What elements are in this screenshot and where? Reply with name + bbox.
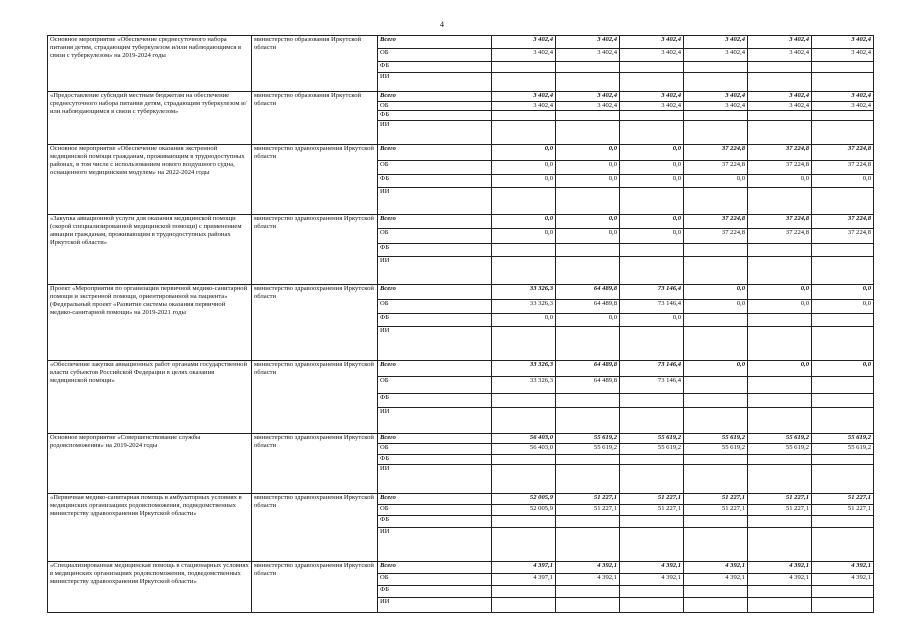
- amount-cell: 37 224,8: [812, 161, 874, 175]
- amount-cell: [556, 586, 620, 598]
- amount-cell: [556, 528, 620, 562]
- funding-source-label: ОБ: [378, 444, 492, 455]
- amount-cell: [812, 327, 874, 361]
- activity-name: «Специализированная медицинская помощь в стационарных условиях в медицинских организациях родовспоможения, подведомственных министерству здравоохранения Иркутской области»: [48, 562, 252, 613]
- amount-cell: 0,0: [620, 314, 684, 327]
- table-row: [48, 215, 874, 229]
- amount-cell: [748, 314, 812, 327]
- amount-cell: [812, 586, 874, 598]
- executor-name: министерство образования Иркутской области: [252, 36, 378, 92]
- amount-cell: [620, 73, 684, 92]
- funding-source-label: ФБ: [378, 244, 492, 257]
- activity-name: «Обеспечение закупки авиационных работ органами государственной власти субъектов Российской Федерации в целях оказания медицинской помощи»: [48, 361, 252, 434]
- table-row: [48, 145, 874, 161]
- amount-cell: 3 402,4: [556, 49, 620, 62]
- amount-cell: [556, 465, 620, 494]
- amount-cell: 37 224,8: [748, 229, 812, 244]
- budget-table-body: [48, 36, 874, 613]
- amount-cell: 3 402,4: [492, 36, 556, 49]
- amount-cell: 52 005,9: [492, 494, 556, 505]
- funding-source-label: ИИ: [378, 528, 492, 562]
- amount-cell: 4 392,1: [556, 574, 620, 586]
- budget-table: [47, 35, 874, 613]
- amount-cell: [492, 121, 556, 145]
- amount-cell: [748, 528, 812, 562]
- amount-cell: [492, 244, 556, 257]
- amount-cell: 73 146,4: [620, 377, 684, 394]
- funding-source-label: Всего: [378, 215, 492, 229]
- amount-cell: 3 402,4: [684, 92, 748, 102]
- funding-source-label: ИИ: [378, 121, 492, 145]
- funding-source-label: ФБ: [378, 175, 492, 188]
- funding-source-label: ФБ: [378, 62, 492, 73]
- amount-cell: 3 402,4: [748, 49, 812, 62]
- amount-cell: [556, 188, 620, 215]
- amount-cell: 55 619,2: [684, 434, 748, 444]
- amount-cell: [684, 62, 748, 73]
- funding-source-label: Всего: [378, 92, 492, 102]
- amount-cell: 64 489,8: [556, 361, 620, 377]
- activity-name: «Закупка авиационной услуги для оказания медицинской помощи (скорой специализированной медицинской помощи) с применением авиации гражданам, проживающим в труднодоступных районах Иркутской области»: [48, 215, 252, 285]
- amount-cell: 56 403,0: [492, 434, 556, 444]
- funding-source-label: ИИ: [378, 257, 492, 285]
- amount-cell: 0,0: [684, 300, 748, 314]
- amount-cell: 0,0: [556, 145, 620, 161]
- amount-cell: [748, 62, 812, 73]
- amount-cell: 4 392,1: [748, 562, 812, 574]
- amount-cell: 0,0: [492, 175, 556, 188]
- executor-name: министерство здравоохранения Иркутской области: [252, 285, 378, 361]
- amount-cell: 3 402,4: [684, 102, 748, 111]
- table-row: [48, 494, 874, 505]
- amount-cell: 73 146,4: [620, 300, 684, 314]
- amount-cell: [620, 111, 684, 121]
- amount-cell: [556, 516, 620, 528]
- amount-cell: 0,0: [620, 229, 684, 244]
- amount-cell: 3 402,4: [620, 92, 684, 102]
- amount-cell: [748, 377, 812, 394]
- amount-cell: 0,0: [812, 300, 874, 314]
- amount-cell: [492, 73, 556, 92]
- amount-cell: 64 489,8: [556, 377, 620, 394]
- funding-source-label: ОБ: [378, 102, 492, 111]
- amount-cell: [812, 121, 874, 145]
- amount-cell: [748, 121, 812, 145]
- amount-cell: [812, 455, 874, 465]
- amount-cell: 0,0: [620, 145, 684, 161]
- executor-name: министерство здравоохранения Иркутской области: [252, 361, 378, 434]
- amount-cell: 4 392,1: [748, 574, 812, 586]
- amount-cell: 3 402,4: [620, 102, 684, 111]
- amount-cell: 0,0: [620, 161, 684, 175]
- amount-cell: [684, 408, 748, 434]
- amount-cell: 73 146,4: [620, 361, 684, 377]
- funding-source-label: Всего: [378, 434, 492, 444]
- funding-source-label: Всего: [378, 494, 492, 505]
- funding-source-label: ФБ: [378, 455, 492, 465]
- amount-cell: [748, 327, 812, 361]
- amount-cell: [556, 327, 620, 361]
- table-row: [48, 36, 874, 49]
- amount-cell: [556, 244, 620, 257]
- amount-cell: [748, 586, 812, 598]
- amount-cell: 37 224,8: [748, 161, 812, 175]
- amount-cell: 33 326,3: [492, 377, 556, 394]
- amount-cell: [492, 62, 556, 73]
- amount-cell: 4 397,1: [492, 574, 556, 586]
- amount-cell: [684, 244, 748, 257]
- amount-cell: 51 227,1: [684, 494, 748, 505]
- amount-cell: [492, 257, 556, 285]
- funding-source-label: ОБ: [378, 377, 492, 394]
- amount-cell: [684, 455, 748, 465]
- amount-cell: [812, 408, 874, 434]
- amount-cell: [812, 465, 874, 494]
- table-row: [48, 434, 874, 444]
- amount-cell: [620, 598, 684, 613]
- amount-cell: [620, 586, 684, 598]
- table-row: [48, 361, 874, 377]
- amount-cell: 52 005,9: [492, 505, 556, 516]
- amount-cell: [620, 188, 684, 215]
- amount-cell: 37 224,8: [748, 145, 812, 161]
- activity-name: Основное мероприятие «Обеспечение оказания экстренной медицинской помощи гражданам, проживающим в труднодоступных районах, в том числе с использованием нового воздушного судна, оснащенного медицинским модулем» на 2022-2024 годы: [48, 145, 252, 215]
- amount-cell: 33 326,3: [492, 361, 556, 377]
- table-row: [48, 285, 874, 300]
- amount-cell: [684, 314, 748, 327]
- amount-cell: [492, 598, 556, 613]
- amount-cell: [620, 327, 684, 361]
- funding-source-label: Всего: [378, 285, 492, 300]
- amount-cell: 0,0: [556, 215, 620, 229]
- amount-cell: 55 619,2: [684, 444, 748, 455]
- amount-cell: [620, 516, 684, 528]
- amount-cell: [684, 327, 748, 361]
- amount-cell: [492, 528, 556, 562]
- amount-cell: 3 402,4: [812, 102, 874, 111]
- amount-cell: 55 619,2: [556, 444, 620, 455]
- amount-cell: 37 224,8: [684, 145, 748, 161]
- amount-cell: 3 402,4: [492, 92, 556, 102]
- executor-name: министерство здравоохранения Иркутской области: [252, 562, 378, 613]
- amount-cell: 3 402,4: [492, 49, 556, 62]
- amount-cell: [812, 62, 874, 73]
- amount-cell: [556, 62, 620, 73]
- amount-cell: 0,0: [620, 215, 684, 229]
- funding-source-label: ИИ: [378, 327, 492, 361]
- funding-source-label: ИИ: [378, 408, 492, 434]
- activity-name: Основное мероприятие «Обеспечение среднесуточного набора питания детям, страдающим туберкулезом и/или наблюдающимся в связи с туберкулезом» на 2019-2024 годы: [48, 36, 252, 92]
- amount-cell: [812, 516, 874, 528]
- funding-source-label: ОБ: [378, 229, 492, 244]
- amount-cell: [556, 455, 620, 465]
- amount-cell: [684, 257, 748, 285]
- amount-cell: [684, 465, 748, 494]
- amount-cell: [556, 394, 620, 408]
- amount-cell: [556, 408, 620, 434]
- amount-cell: [620, 121, 684, 145]
- amount-cell: [684, 394, 748, 408]
- amount-cell: 4 392,1: [684, 562, 748, 574]
- amount-cell: [492, 408, 556, 434]
- amount-cell: [620, 244, 684, 257]
- amount-cell: [812, 394, 874, 408]
- amount-cell: 0,0: [620, 175, 684, 188]
- funding-source-label: ИИ: [378, 465, 492, 494]
- amount-cell: 55 619,2: [620, 434, 684, 444]
- amount-cell: 51 227,1: [556, 494, 620, 505]
- amount-cell: 0,0: [748, 175, 812, 188]
- funding-source-label: Всего: [378, 145, 492, 161]
- amount-cell: [748, 111, 812, 121]
- amount-cell: 0,0: [812, 175, 874, 188]
- amount-cell: [748, 188, 812, 215]
- amount-cell: 0,0: [812, 361, 874, 377]
- amount-cell: 3 402,4: [492, 102, 556, 111]
- amount-cell: 37 224,8: [684, 161, 748, 175]
- amount-cell: 55 619,2: [812, 444, 874, 455]
- amount-cell: [492, 188, 556, 215]
- amount-cell: 51 227,1: [684, 505, 748, 516]
- amount-cell: 4 392,1: [812, 562, 874, 574]
- amount-cell: 55 619,2: [620, 444, 684, 455]
- amount-cell: 55 619,2: [748, 444, 812, 455]
- amount-cell: [620, 394, 684, 408]
- amount-cell: 4 397,1: [492, 562, 556, 574]
- amount-cell: 3 402,4: [620, 49, 684, 62]
- amount-cell: [556, 257, 620, 285]
- executor-name: министерство здравоохранения Иркутской области: [252, 494, 378, 562]
- amount-cell: 37 224,8: [812, 215, 874, 229]
- amount-cell: [620, 455, 684, 465]
- funding-source-label: ОБ: [378, 161, 492, 175]
- amount-cell: 73 146,4: [620, 285, 684, 300]
- amount-cell: 51 227,1: [812, 494, 874, 505]
- amount-cell: [492, 586, 556, 598]
- amount-cell: [556, 121, 620, 145]
- amount-cell: [620, 62, 684, 73]
- table-row: [48, 562, 874, 574]
- amount-cell: 3 402,4: [556, 102, 620, 111]
- amount-cell: [684, 111, 748, 121]
- amount-cell: 0,0: [748, 285, 812, 300]
- amount-cell: 3 402,4: [748, 36, 812, 49]
- amount-cell: 3 402,4: [556, 36, 620, 49]
- amount-cell: 64 489,8: [556, 285, 620, 300]
- funding-source-label: Всего: [378, 36, 492, 49]
- amount-cell: 0,0: [492, 229, 556, 244]
- funding-source-label: ИИ: [378, 598, 492, 613]
- amount-cell: 4 392,1: [620, 574, 684, 586]
- amount-cell: 0,0: [492, 314, 556, 327]
- executor-name: министерство образования Иркутской области: [252, 92, 378, 145]
- amount-cell: [812, 314, 874, 327]
- amount-cell: 55 619,2: [556, 434, 620, 444]
- amount-cell: 0,0: [748, 361, 812, 377]
- amount-cell: 3 402,4: [812, 36, 874, 49]
- amount-cell: 51 227,1: [620, 505, 684, 516]
- amount-cell: [748, 465, 812, 494]
- amount-cell: 0,0: [684, 175, 748, 188]
- amount-cell: 0,0: [556, 314, 620, 327]
- amount-cell: [748, 394, 812, 408]
- amount-cell: 51 227,1: [748, 494, 812, 505]
- amount-cell: [556, 73, 620, 92]
- funding-source-label: ФБ: [378, 314, 492, 327]
- amount-cell: [620, 408, 684, 434]
- amount-cell: [620, 257, 684, 285]
- amount-cell: [812, 73, 874, 92]
- executor-name: министерство здравоохранения Иркутской области: [252, 434, 378, 494]
- amount-cell: 37 224,8: [748, 215, 812, 229]
- funding-source-label: ОБ: [378, 49, 492, 62]
- funding-source-label: ОБ: [378, 574, 492, 586]
- amount-cell: 64 489,8: [556, 300, 620, 314]
- page-number: 4: [440, 20, 444, 29]
- amount-cell: 0,0: [748, 300, 812, 314]
- funding-source-label: ИИ: [378, 188, 492, 215]
- amount-cell: [684, 188, 748, 215]
- amount-cell: 0,0: [556, 175, 620, 188]
- amount-cell: 37 224,8: [684, 229, 748, 244]
- amount-cell: [684, 598, 748, 613]
- amount-cell: 0,0: [492, 161, 556, 175]
- amount-cell: [556, 111, 620, 121]
- amount-cell: [492, 455, 556, 465]
- funding-source-label: ИИ: [378, 73, 492, 92]
- amount-cell: [812, 257, 874, 285]
- funding-source-label: Всего: [378, 562, 492, 574]
- amount-cell: [748, 408, 812, 434]
- funding-source-label: ФБ: [378, 516, 492, 528]
- amount-cell: 0,0: [684, 285, 748, 300]
- amount-cell: [492, 516, 556, 528]
- amount-cell: [812, 598, 874, 613]
- amount-cell: [748, 244, 812, 257]
- amount-cell: [812, 244, 874, 257]
- amount-cell: [492, 327, 556, 361]
- activity-name: «Первичная медико-санитарная помощь в амбулаторных условиях в медицинских организациях родовспоможения, подведомственных министерству здравоохранения Иркутской области»: [48, 494, 252, 562]
- amount-cell: [748, 73, 812, 92]
- amount-cell: 0,0: [556, 161, 620, 175]
- amount-cell: [492, 111, 556, 121]
- amount-cell: [556, 598, 620, 613]
- amount-cell: [684, 73, 748, 92]
- amount-cell: 51 227,1: [748, 505, 812, 516]
- amount-cell: 3 402,4: [684, 49, 748, 62]
- amount-cell: [620, 465, 684, 494]
- amount-cell: [684, 377, 748, 394]
- amount-cell: 37 224,8: [812, 145, 874, 161]
- funding-source-label: ФБ: [378, 111, 492, 121]
- funding-source-label: Всего: [378, 361, 492, 377]
- amount-cell: 37 224,8: [812, 229, 874, 244]
- amount-cell: 55 619,2: [748, 434, 812, 444]
- table-row: [48, 92, 874, 102]
- amount-cell: 4 392,1: [620, 562, 684, 574]
- amount-cell: 3 402,4: [812, 49, 874, 62]
- amount-cell: [748, 598, 812, 613]
- amount-cell: [492, 394, 556, 408]
- amount-cell: 37 224,8: [684, 215, 748, 229]
- amount-cell: 51 227,1: [620, 494, 684, 505]
- amount-cell: 3 402,4: [556, 92, 620, 102]
- amount-cell: [748, 257, 812, 285]
- amount-cell: [812, 111, 874, 121]
- executor-name: министерство здравоохранения Иркутской области: [252, 215, 378, 285]
- amount-cell: [748, 516, 812, 528]
- amount-cell: 4 392,1: [684, 574, 748, 586]
- amount-cell: 3 402,4: [748, 92, 812, 102]
- activity-name: «Предоставление субсидий местным бюджетам на обеспечение среднесуточного набора питания детям, страдающим туберкулезом и/или наблюдающимся в связи с туберкулезом»: [48, 92, 252, 145]
- amount-cell: 3 402,4: [812, 92, 874, 102]
- amount-cell: [684, 528, 748, 562]
- amount-cell: [684, 516, 748, 528]
- amount-cell: [684, 586, 748, 598]
- amount-cell: [492, 465, 556, 494]
- amount-cell: 56 403,0: [492, 444, 556, 455]
- funding-source-label: ФБ: [378, 394, 492, 408]
- amount-cell: [620, 528, 684, 562]
- funding-source-label: ОБ: [378, 300, 492, 314]
- amount-cell: 33 326,3: [492, 285, 556, 300]
- amount-cell: 55 619,2: [812, 434, 874, 444]
- amount-cell: 3 402,4: [748, 102, 812, 111]
- amount-cell: [684, 121, 748, 145]
- amount-cell: 51 227,1: [812, 505, 874, 516]
- activity-name: Основное мероприятие «Совершенствование службы родовспоможения» на 2019-2024 годы: [48, 434, 252, 494]
- amount-cell: [812, 188, 874, 215]
- amount-cell: 0,0: [812, 285, 874, 300]
- amount-cell: [812, 377, 874, 394]
- funding-source-label: ОБ: [378, 505, 492, 516]
- amount-cell: 4 392,1: [556, 562, 620, 574]
- funding-source-label: ФБ: [378, 586, 492, 598]
- amount-cell: 3 402,4: [620, 36, 684, 49]
- amount-cell: 33 326,3: [492, 300, 556, 314]
- amount-cell: 0,0: [556, 229, 620, 244]
- amount-cell: 0,0: [684, 361, 748, 377]
- activity-name: Проект «Мероприятия по организации первичной медико-санитарной помощи и экстренной помощи, ориентированной на пациента» (Федеральный проект «Развитие системы оказания первичной медико-санитарной помощи» на 2019-2021 годы: [48, 285, 252, 361]
- amount-cell: 51 227,1: [556, 505, 620, 516]
- executor-name: министерство здравоохранения Иркутской области: [252, 145, 378, 215]
- amount-cell: 0,0: [492, 145, 556, 161]
- amount-cell: 0,0: [492, 215, 556, 229]
- amount-cell: [748, 455, 812, 465]
- amount-cell: 4 392,1: [812, 574, 874, 586]
- amount-cell: 3 402,4: [684, 36, 748, 49]
- amount-cell: [812, 528, 874, 562]
